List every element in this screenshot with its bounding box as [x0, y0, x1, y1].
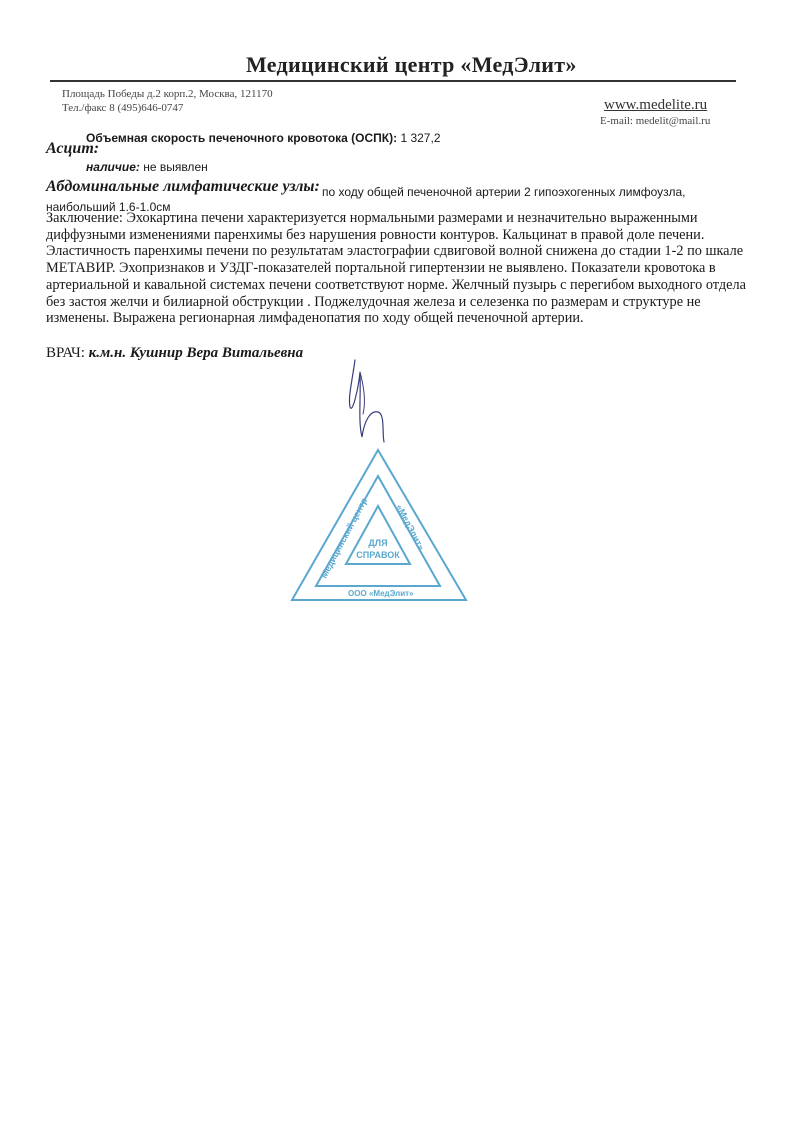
lymph-nodes-value-line2: наибольший 1.6-1.0см	[46, 200, 171, 214]
conclusion-line: Заключение: Эхокартина печени характеризуется нормальными размерами и незначительно выраженными	[46, 210, 698, 226]
ascites-field	[86, 160, 208, 174]
doctor-line	[46, 345, 303, 362]
oskp-label: Объемная скорость печеночного кровотока (ОСПК):	[86, 131, 398, 145]
conclusion-text	[46, 210, 774, 327]
conclusion-line: без застоя желчи и билиарной обструкции . Поджелудочная железа и селезенка по размерам и структуре не	[46, 293, 701, 310]
stamp-text-right: «МедЭлит»	[394, 502, 427, 552]
lymph-nodes-heading: Абдоминальные лимфатические узлы:	[46, 178, 320, 195]
clinic-address: Площадь Победы д.2 корп.2, Москва, 121170	[62, 88, 273, 100]
conclusion-line: Эластичность паренхимы печени по результатам эластографии сдвиговой волной снижена до стадии 1-2 по шкале	[46, 243, 744, 260]
conclusion-line: диффузными изменениями паренхимы без нарушения ровности контуров. Кальцинат в правой доле печени.	[46, 226, 705, 243]
lymph-nodes-value-line1: по ходу общей печеночной артерии 2 гипоэхогенных лимфоузла,	[322, 185, 686, 199]
stamp-center-line1: ДЛЯ	[368, 538, 388, 548]
clinic-phone: Тел./факс 8 (495)646-0747	[62, 102, 184, 114]
ascites-heading: Асцит:	[46, 140, 100, 157]
clinic-website: www.medelite.ru	[604, 97, 708, 113]
doctor-label: ВРАЧ:	[46, 345, 85, 361]
stamp-text-bottom: ООО «МедЭлит»	[348, 589, 414, 598]
ascites-value: не выявлен	[143, 160, 208, 174]
oskp-field	[86, 131, 441, 145]
doctor-name: к.м.н. Кушнир Вера Витальевна	[88, 345, 304, 361]
handwritten-signature	[330, 352, 400, 452]
stamp-center-line2: СПРАВОК	[356, 550, 400, 560]
svg-text:ООО «МедЭлит»	[348, 589, 414, 598]
ascites-label: наличие:	[86, 160, 140, 174]
stamp	[290, 446, 470, 606]
header-divider	[50, 80, 736, 82]
oskp-value: 1 327,2	[400, 131, 441, 145]
conclusion-line: артериальной и кавальной системах печени соответствуют норме. Желчный пузырь с перегибом выходного отдела	[46, 276, 746, 293]
conclusion-line: МЕТАВИР. Эхопризнаков и УЗДГ-показателей портальной гипертензии не выявлено. Показатели кровотока в	[46, 260, 716, 277]
conclusion-line: изменены. Выражена регионарная лимфаденопатия по ходу общей печеночной артерии.	[46, 310, 584, 327]
stamp-text-left: Медицинский центр	[318, 496, 370, 580]
clinic-title: Медицинский центр «МедЭлит»	[246, 52, 577, 77]
clinic-email: E-mail: medelit@mail.ru	[600, 115, 711, 127]
